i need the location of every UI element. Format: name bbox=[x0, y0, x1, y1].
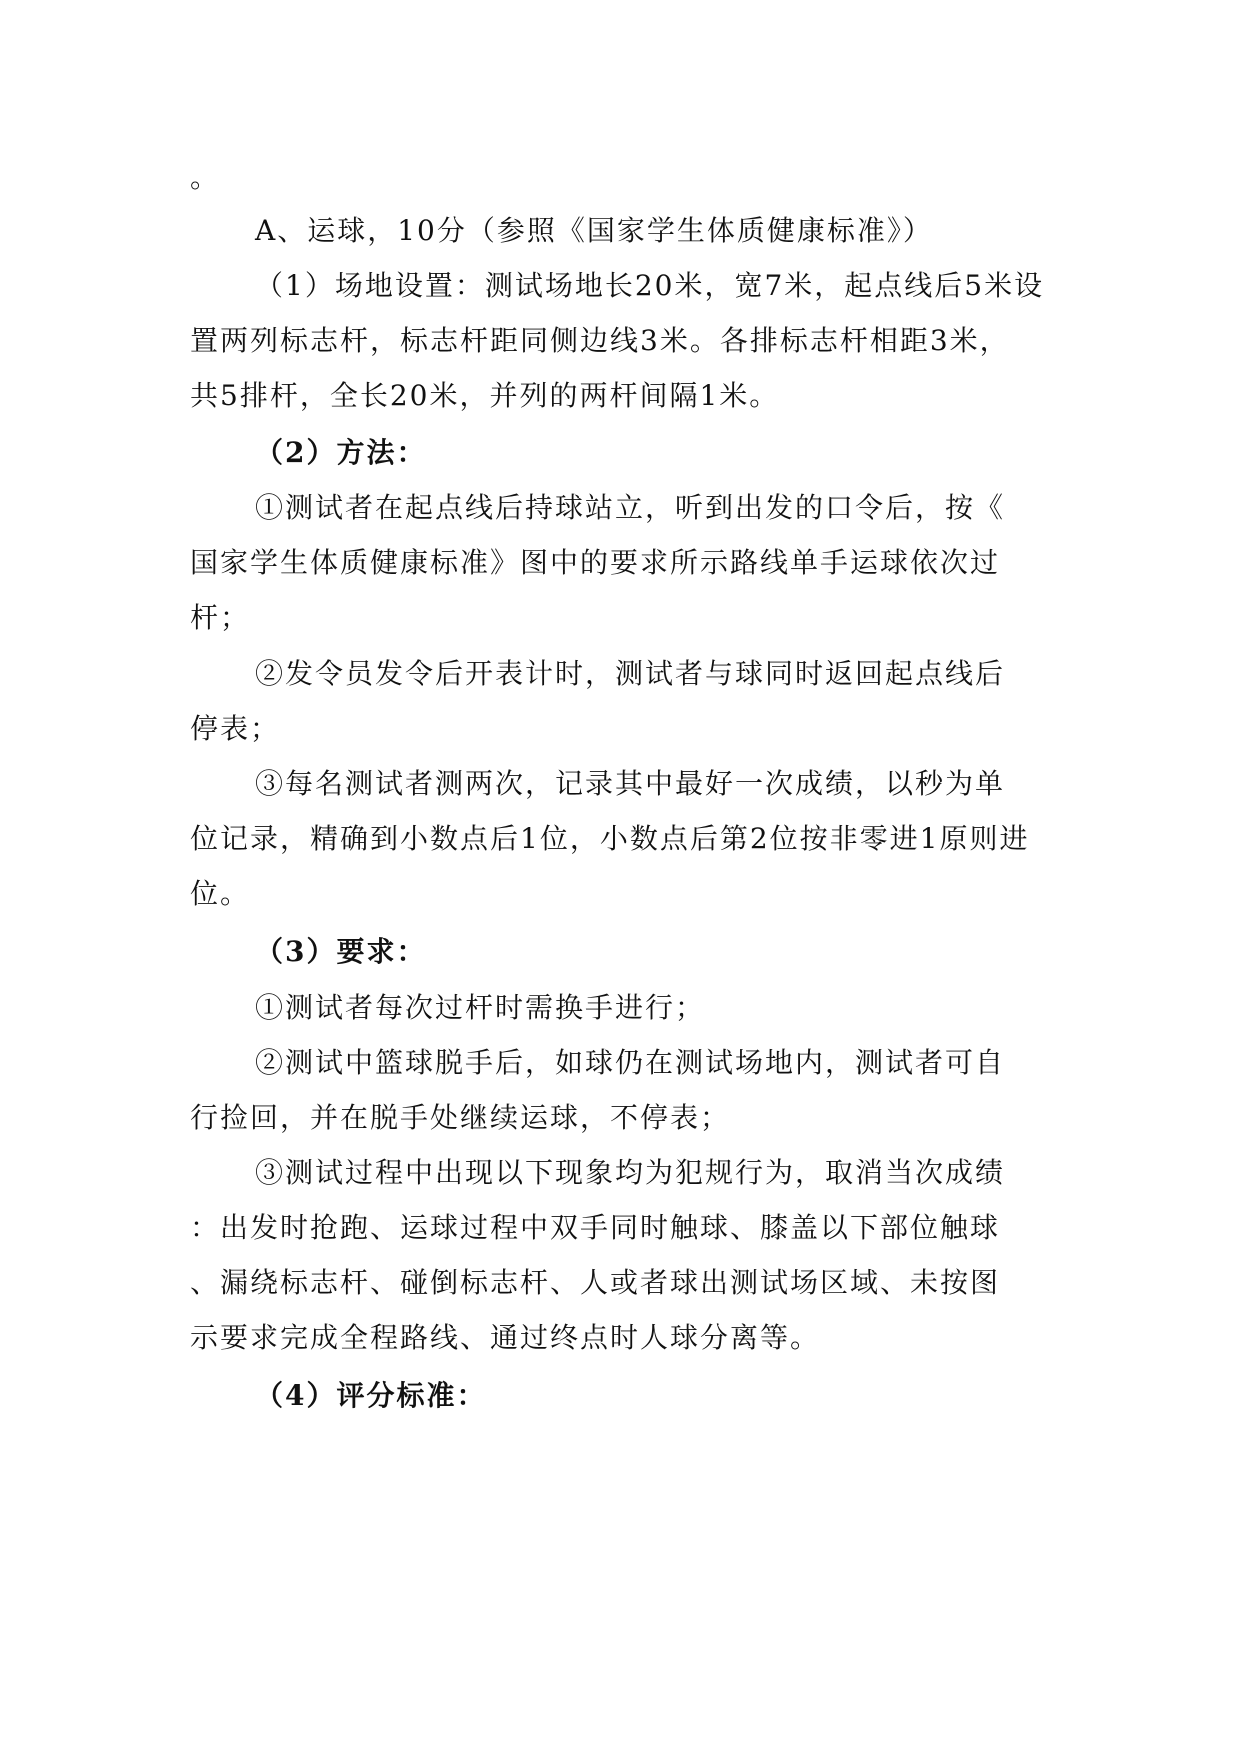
method-step-2-line-2: 停表； bbox=[190, 712, 281, 745]
method-step-1-line-3: 杆； bbox=[190, 601, 251, 634]
method-step-2-line-1: ②发令员发令后开表计时，测试者与球同时返回起点线后 bbox=[255, 657, 1006, 690]
section-heading-scoring: （4）评分标准： bbox=[255, 1379, 487, 1412]
item-a-title: A、运球，10分（参照《国家学生体质健康标准》） bbox=[255, 214, 933, 247]
requirement-3-line-3: 、漏绕标志杆、碰倒标志杆、人或者球出测试场区域、未按图 bbox=[190, 1266, 1001, 1299]
venue-setup-paragraph-line-1: （1）场地设置：测试场地长20米，宽7米，起点线后5米设 bbox=[255, 269, 1045, 302]
requirement-3-line-2: ：出发时抢跑、运球过程中双手同时触球、膝盖以下部位触球 bbox=[190, 1211, 1001, 1244]
method-step-3-line-2: 位记录，精确到小数点后1位，小数点后第2位按非零进1原则进 bbox=[190, 822, 1030, 855]
method-step-3-line-3: 位。 bbox=[190, 877, 251, 910]
venue-setup-paragraph-line-3: 共5排杆，全长20米，并列的两杆间隔1米。 bbox=[190, 379, 780, 412]
method-step-1-line-1: ①测试者在起点线后持球站立，听到出发的口令后，按《 bbox=[255, 491, 1006, 524]
requirement-1: ①测试者每次过杆时需换手进行； bbox=[255, 991, 706, 1024]
requirement-2-line-2: 行捡回，并在脱手处继续运球，不停表； bbox=[190, 1101, 731, 1134]
requirement-2-line-1: ②测试中篮球脱手后，如球仍在测试场地内，测试者可自 bbox=[255, 1046, 1006, 1079]
method-step-1-line-2: 国家学生体质健康标准》图中的要求所示路线单手运球依次过 bbox=[190, 546, 1001, 579]
requirement-3-line-4: 示要求完成全程路线、通过终点时人球分离等。 bbox=[190, 1321, 821, 1354]
section-heading-method: （2）方法： bbox=[255, 436, 427, 469]
method-step-3-line-1: ③每名测试者测两次，记录其中最好一次成绩，以秒为单 bbox=[255, 767, 1006, 800]
leading-period: 。 bbox=[190, 161, 221, 194]
requirement-3-line-1: ③测试过程中出现以下现象均为犯规行为，取消当次成绩 bbox=[255, 1156, 1006, 1189]
section-heading-requirements: （3）要求： bbox=[255, 935, 427, 968]
venue-setup-paragraph-line-2: 置两列标志杆，标志杆距同侧边线3米。各排标志杆相距3米， bbox=[190, 324, 1010, 357]
